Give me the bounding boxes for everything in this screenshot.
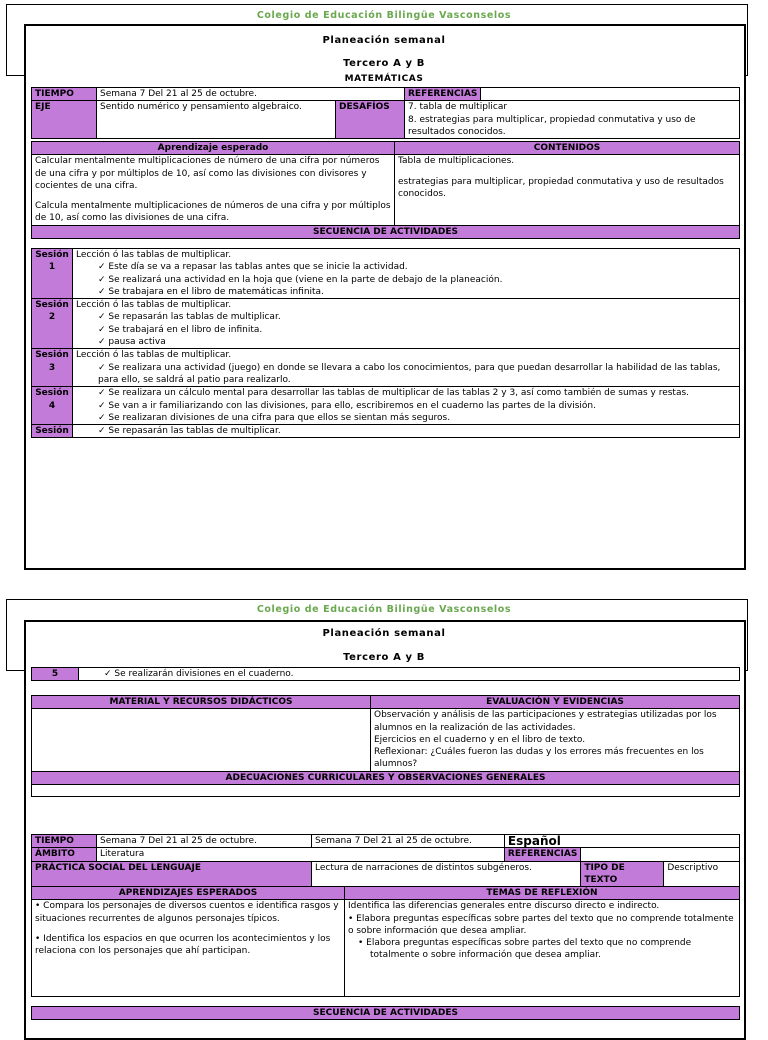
secuencia-table xyxy=(31,1006,740,1020)
session-content xyxy=(73,249,740,299)
check-item: ✓ Se van a ir familiarizando con las divisiones, para ello, escribiremos en el cuaderno las partes de la división. xyxy=(98,400,596,411)
tiempo-label: TIEMPO xyxy=(32,88,97,101)
check-item: ✓ Se realizará una actividad en la hoja que (viene en la parte de debajo de la planeación. xyxy=(98,274,503,285)
page-2 xyxy=(0,596,768,1024)
material-value xyxy=(32,709,371,771)
check-item: ✓ Este día se va a repasar las tablas antes que se inicie la actividad. xyxy=(98,262,408,273)
session-row xyxy=(32,425,740,438)
group-label: Tercero A y B xyxy=(343,58,425,69)
session-label: 5 xyxy=(32,668,79,681)
check-item: ✓ Se realizara un cálculo mental para desarrollar las tablas de multiplicar de las tablas 2 y 3, así como también de sumas y restas. xyxy=(98,388,690,399)
session-row xyxy=(32,668,740,681)
session-content xyxy=(79,668,740,681)
evaluacion-label: EVALUACIÓN Y EVIDENCIAS xyxy=(371,696,740,709)
evaluacion-paragraph: Observación y análisis de las participaciones y estrategias utilizadas por los alumnos en la realización de las actividades. xyxy=(374,710,717,733)
session-row xyxy=(32,249,740,299)
tiempo-value: Semana 7 Del 21 al 25 de octubre. xyxy=(97,88,405,101)
contenidos-text xyxy=(395,155,740,225)
session-label: Sesión 3 xyxy=(32,349,73,387)
practica-label: PRÁCTICA SOCIAL DEL LENGUAJE xyxy=(32,861,312,887)
tipo-label: TIPO DE TEXTO xyxy=(581,861,664,887)
desafios-label: DESAFÍOS xyxy=(336,101,405,139)
check-item: ✓ Se trabajara en el libro de matemáticas infinita. xyxy=(98,286,324,297)
session-content xyxy=(73,425,740,438)
contenidos-label: CONTENIDOS xyxy=(395,142,740,155)
aprendizaje-paragraph: • Compara los personajes de diversos cuentos e identifica rasgos y situaciones recurrentes de algunos personajes típicos. xyxy=(35,901,339,924)
check-item: ✓ Se realizarán divisiones en el cuaderno. xyxy=(104,669,294,679)
desafio-item: 7. tabla de multiplicar xyxy=(408,102,508,113)
aprendizaje-table xyxy=(31,141,740,239)
aprendizaje-paragraph: Calcula mentalmente multiplicaciones de números de una cifra y por múltiplos de 10, así como las divisiones de una cifra. xyxy=(35,201,391,224)
session-row xyxy=(32,387,740,425)
referencias-label: REFERENCIAS xyxy=(504,848,580,861)
desafios-value xyxy=(405,101,740,139)
temas-label: TEMAS DE REFLEXIÓN xyxy=(345,887,740,900)
session-content xyxy=(73,387,740,425)
secuencia-label: SECUENCIA DE ACTIVIDADES xyxy=(32,225,740,238)
aprendizaje-paragraph: Calcular mentalmente multiplicaciones de número de una cifra por números de una cifra y por múltiplos de 10, así como las divisiones con divisores y cocientes de una cifra. xyxy=(35,156,380,191)
subject-title: MATEMÁTICAS xyxy=(344,74,424,84)
aprendizaje-text xyxy=(32,155,395,225)
session-label: Sesión 1 xyxy=(32,249,73,299)
school-name: Colegio de Educación Bilingüe Vasconselos xyxy=(256,10,512,21)
check-item: ✓ Se repasarán las tablas de multiplicar. xyxy=(98,426,281,437)
session-content xyxy=(73,349,740,387)
plan-title: Planeación semanal xyxy=(322,628,446,639)
session-intro: Lección ó las tablas de multiplicar. xyxy=(76,350,232,361)
material-label: MATERIAL Y RECURSOS DIDÁCTICOS xyxy=(32,696,371,709)
group-label: Tercero A y B xyxy=(343,652,425,663)
tiempo-label: TIEMPO xyxy=(32,835,97,848)
tipo-value: Descriptivo xyxy=(664,861,740,887)
referencias-value xyxy=(481,88,740,101)
ambito-label: ÁMBITO xyxy=(32,848,97,861)
check-item: ✓ Se trabajará en el libro de infinita. xyxy=(98,324,263,335)
session-content xyxy=(73,299,740,349)
referencias-label: REFERENCIAS xyxy=(405,88,481,101)
aprendizaje-paragraph: • Identifica los espacios en que ocurren los acontecimientos y los relaciona con los personajes que ahí participan. xyxy=(35,933,331,957)
session5-table xyxy=(31,667,740,681)
desafio-item: 8. estrategias para multiplicar, propiedad conmutativa y uso de resultados conocidos. xyxy=(408,114,696,137)
tema-paragraph: • Elabora preguntas específicas sobre partes del texto que no comprende totalmente o sobre información que desea ampliar. xyxy=(348,913,734,936)
sessions-table xyxy=(31,248,740,438)
eje-value: Sentido numérico y pensamiento algebraico. xyxy=(97,101,336,139)
aprendizajes-table xyxy=(31,886,740,997)
evaluacion-paragraph: Reflexionar: ¿Cuáles fueron las dudas y los errores más frecuentes en los alumnos? xyxy=(374,747,704,770)
tema-bullet: • Elabora preguntas específicas sobre partes del texto que no comprende totalmente o sobre información que desea ampliar. xyxy=(358,938,692,961)
practica-value: Lectura de narraciones de distintos subgéneros. xyxy=(312,861,581,887)
tiempo-value: Semana 7 Del 21 al 25 de octubre. xyxy=(97,835,312,848)
page-gap xyxy=(0,580,768,596)
check-item: ✓ Se realizaran divisiones de una cifra para que ellos se sientan más seguros. xyxy=(98,412,451,423)
top-info-table xyxy=(31,87,740,139)
aprendizajes-label: APRENDIZAJES ESPERADOS xyxy=(32,887,345,900)
material-table xyxy=(31,695,740,797)
subject-title: Español xyxy=(504,835,739,848)
session-intro: Lección ó las tablas de multiplicar. xyxy=(76,300,232,311)
session-row xyxy=(32,299,740,349)
check-item: ✓ Se realizara una actividad (juego) en donde se llevara a cabo los conocimientos, para que puedan desarrollar la habilidad de las tablas, para ello, se saldrá al patio para realizarlo. xyxy=(98,362,721,385)
referencias-value xyxy=(581,848,740,861)
session-label: Sesión xyxy=(32,425,73,438)
aprendizaje-label: Aprendizaje esperado xyxy=(32,142,395,155)
school-name: Colegio de Educación Bilingüe Vasconselos xyxy=(256,604,512,615)
tema-paragraph: Identifica las diferencias generales entre discurso directo e indirecto. xyxy=(348,901,660,912)
session-label: Sesión 2 xyxy=(32,299,73,349)
evaluacion-paragraph: Ejercicios en el cuaderno y en el libro de texto. xyxy=(374,734,586,745)
ambito-value: Literatura xyxy=(97,848,505,861)
check-item: ✓ pausa activa xyxy=(98,337,166,348)
evaluacion-text xyxy=(371,709,740,771)
session-label: Sesión 4 xyxy=(32,387,73,425)
tiempo-value-2: Semana 7 Del 21 al 25 de octubre. xyxy=(312,835,505,848)
contenidos-paragraph: Tabla de multiplicaciones. xyxy=(398,156,515,167)
temas-text xyxy=(345,900,740,997)
espanol-table xyxy=(31,834,740,887)
contenidos-paragraph: estrategias para multiplicar, propiedad conmutativa y uso de resultados conocidos. xyxy=(398,176,724,199)
plan-title: Planeación semanal xyxy=(322,35,446,46)
eje-label: EJE xyxy=(32,101,97,139)
adecuaciones-label: ADECUACIONES CURRICULARES Y OBSERVACIONES GENERALES xyxy=(32,771,740,784)
aprendizajes-text xyxy=(32,900,345,997)
session-row xyxy=(32,349,740,387)
adecuaciones-value xyxy=(32,785,740,797)
secuencia-label: SECUENCIA DE ACTIVIDADES xyxy=(32,1007,740,1020)
check-item: ✓ Se repasarán las tablas de multiplicar. xyxy=(98,312,281,323)
session-intro: Lección ó las tablas de multiplicar. xyxy=(76,250,232,260)
